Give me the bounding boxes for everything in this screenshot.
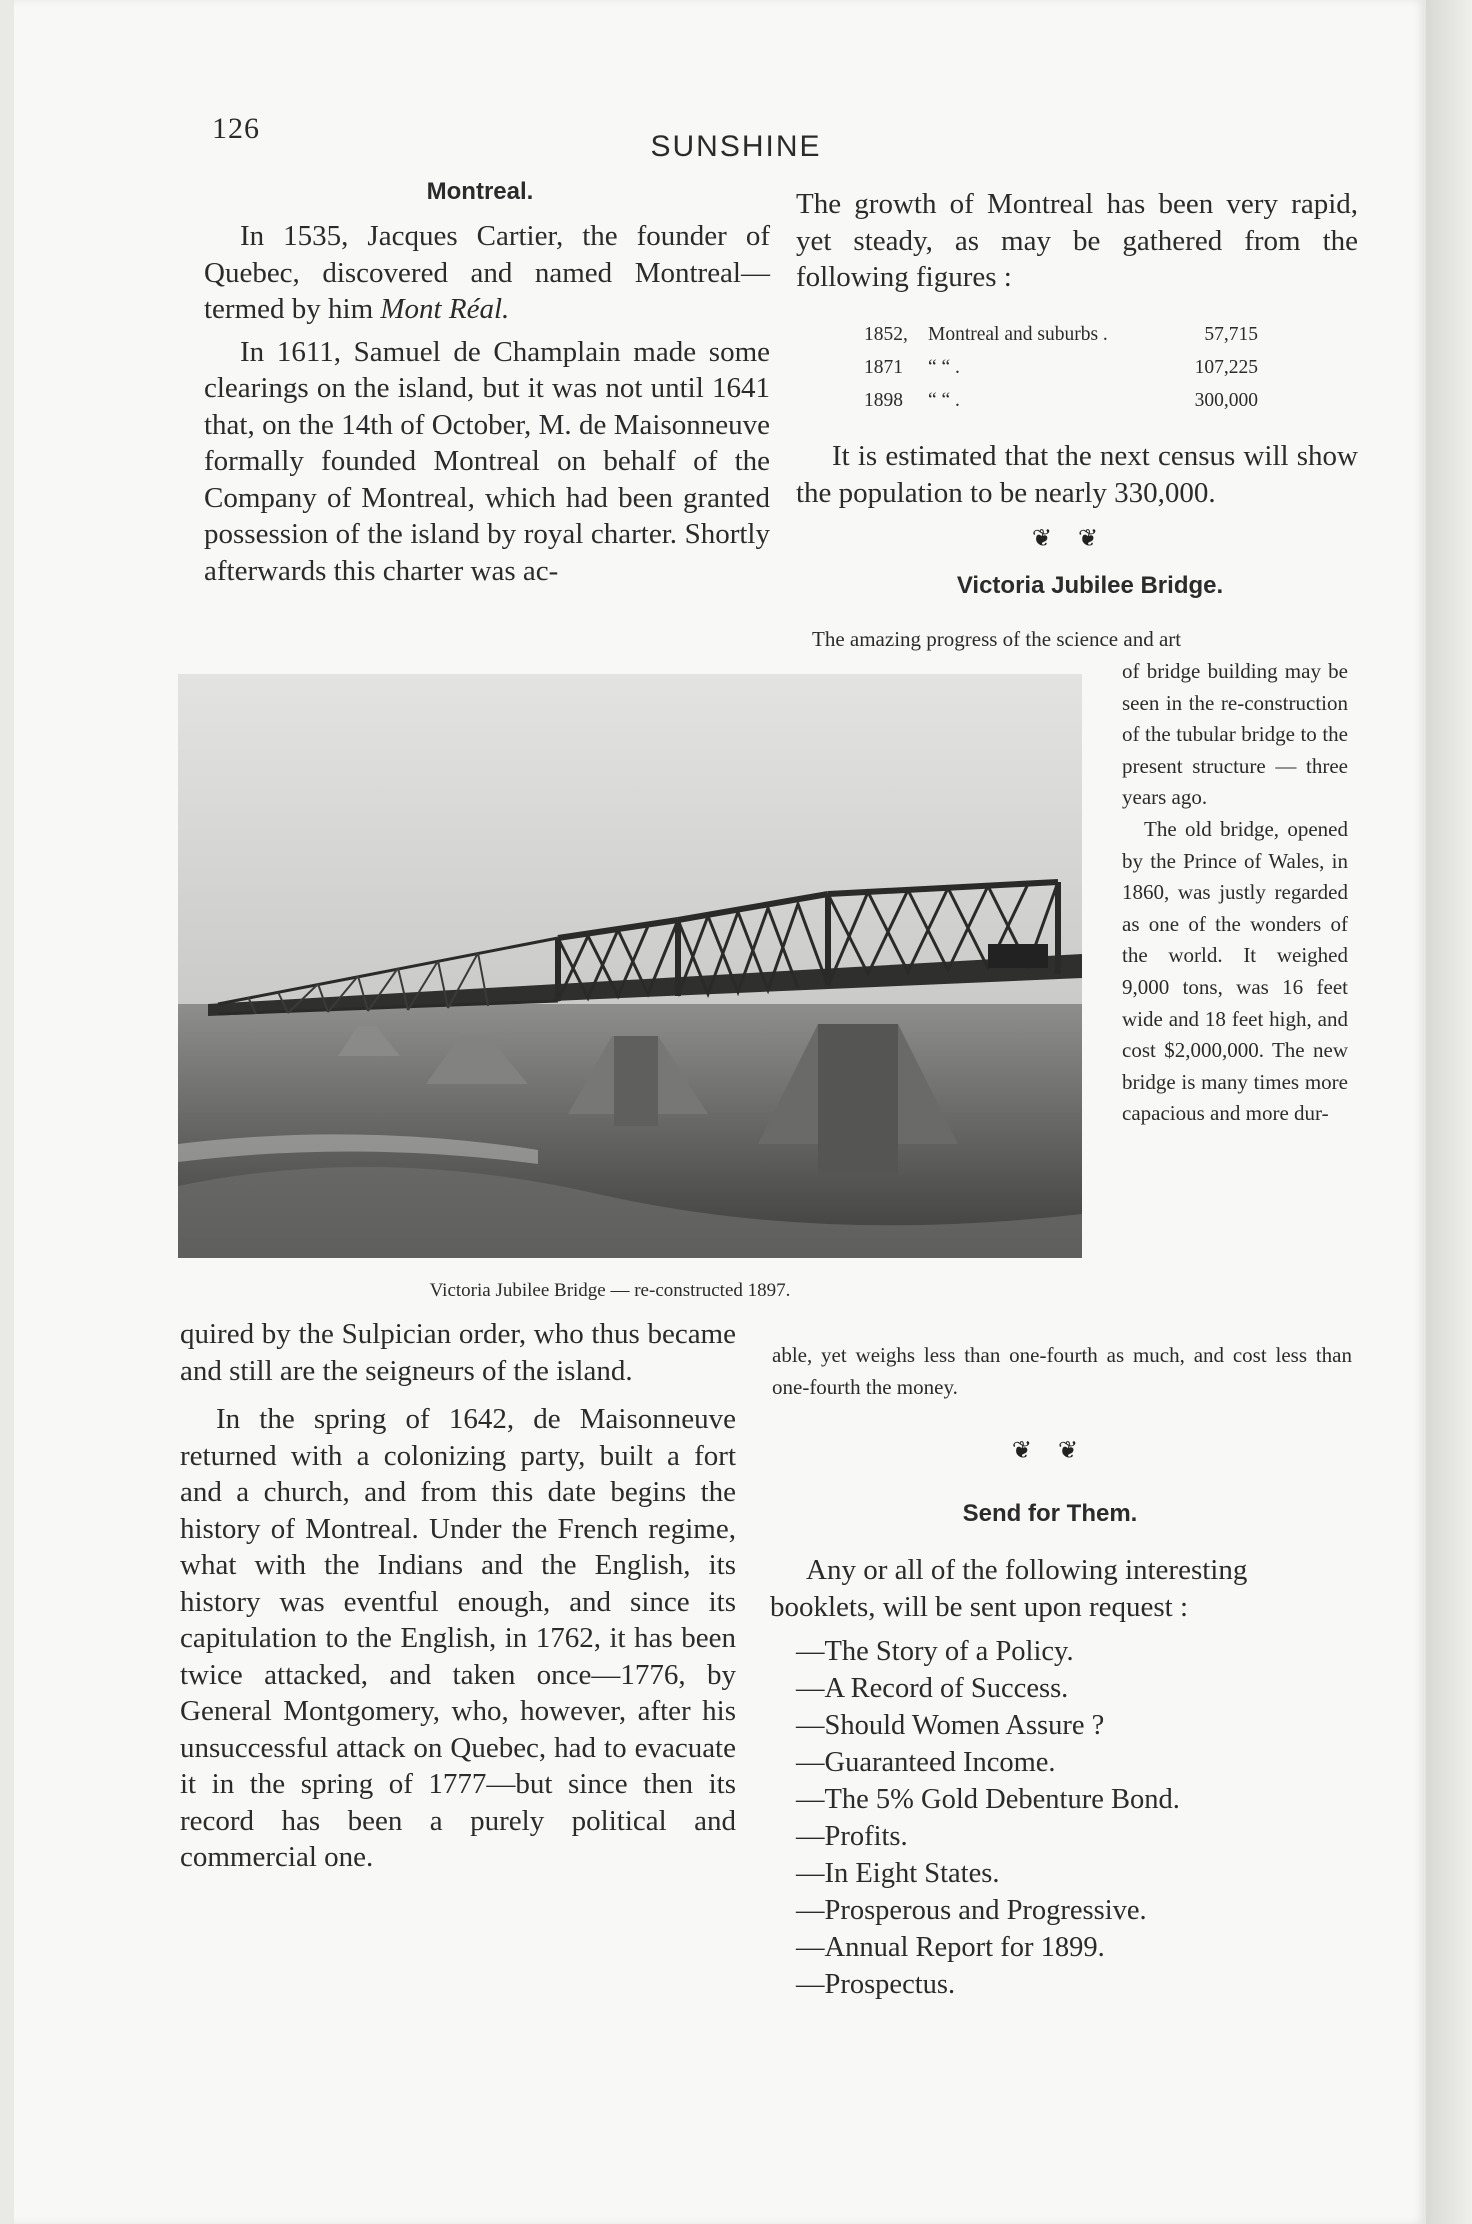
booklet-item: —Profits. <box>796 1821 908 1852</box>
montreal-para-3: In the spring of 1642, de Maisonneuve returned with a colonizing party, built a fort and a church, and from this date begins the history of Montreal. Under the French regime, what with the Indians and the English, its history was eventful enough, and since its capitulation to the English, in 1762, it has been twice attacked, and taken once—1776, by General Montgomery, who, however, after his unsuccessful attack on Quebec, had to evacuate it in the spring of 1777—but since then its record has been a purely political and commercial one. <box>180 1403 736 1873</box>
bridge-photo <box>178 674 1082 1258</box>
ornament-2: ❦ ❦ <box>1011 1438 1089 1464</box>
montreal-para-2: In 1611, Samuel de Champlain made some clearings on the island, but it was not until 1641 that, on the 14th of October, M. de Maisonneuve formally founded Montreal on behalf of the Company of Montreal, which had been granted possession of the island by royal charter. Shortly afterwards this charter was ac- <box>204 335 770 587</box>
bridge-heading: Victoria Jubilee Bridge. <box>956 572 1224 599</box>
booklet-item: —Prospectus. <box>796 1969 956 2000</box>
bridge-text-side: of bridge building may be seen in the re-construction of the tubular bridge to the present structure — three years ago. The old bridge, opened by the Prince of Wales, in 1860, was justly regarded as one of the wonders of the world. It weighed 9,000 tons, was 16 feet wide and 18 feet high, and cost $2,000,000. The new bridge is many times more capacious and more dur- <box>1122 659 1348 1126</box>
page-edge <box>1426 0 1472 2224</box>
booklets-intro: Any or all of the following interesting booklets, will be sent upon request : <box>770 1554 1248 1623</box>
running-title: SUNSHINE <box>650 130 822 163</box>
booklet-item: —In Eight States. <box>796 1858 1000 1889</box>
montreal-heading: Montreal. <box>426 178 534 205</box>
bridge-illustration <box>178 674 1082 1258</box>
census-estimate: It is estimated that the next census will show the population to be nearly 330,000. <box>796 440 1358 509</box>
booklet-item: —Annual Report for 1899. <box>796 1932 1105 1963</box>
population-row: 1898 “ “ . 300,000 <box>864 390 1258 411</box>
booklet-item: —Guaranteed Income. <box>796 1747 1056 1778</box>
booklet-list <box>796 1636 1356 2006</box>
booklets-heading: Send for Them. <box>962 1500 1138 1527</box>
photo-caption: Victoria Jubilee Bridge — re-constructed 1897. <box>429 1280 791 1301</box>
montreal-para-1: In 1535, Jacques Cartier, the founder of Quebec, discovered and named Montreal—termed by him Mont Réal. <box>204 220 770 325</box>
montreal-continued: quired by the Sulpician order, who thus became and still are the seigneurs of the island. In the spring of 1642, de Maisonneuve returned with a colonizing party, built a fort and a church, and from this date begins the history of Montreal. Under the French regime, what with the Indians and the English, its history was eventful enough, and since its capitulation to the English, in 1762, it has been twice attacked, and taken once—1776, by General Montgomery, who, however, after his unsuccessful attack on Quebec, had to evacuate it in the spring of 1777—but since then its record has been a purely political and commercial one. <box>180 1316 736 1876</box>
bridge-text-tail: able, yet weighs less than one-fourth as much, and cost less than one-fourth the money. <box>772 1343 1352 1399</box>
ornament-1: ❦ ❦ <box>1031 526 1109 552</box>
booklet-item: —A Record of Success. <box>796 1673 1069 1704</box>
mont-real-italic: Mont Réal. <box>380 293 510 325</box>
population-table <box>864 324 1304 423</box>
bridge-text-lead: The amazing progress of the science and art <box>812 627 1182 651</box>
booklet-item: —Should Women Assure ? <box>796 1710 1105 1741</box>
page-number: 126 <box>212 112 260 145</box>
population-row: 1871 “ “ . 107,225 <box>864 357 1258 378</box>
growth-intro: The growth of Montreal has been very rapid, yet steady, as may be gathered from the following figures : <box>796 188 1358 293</box>
booklet-item: —The Story of a Policy. <box>796 1636 1074 1667</box>
montreal-intro <box>204 218 770 589</box>
booklet-item: —The 5% Gold Debenture Bond. <box>796 1784 1180 1815</box>
booklet-item: —Prosperous and Progressive. <box>796 1895 1147 1926</box>
population-row: 1852, Montreal and suburbs . 57,715 <box>864 324 1258 345</box>
